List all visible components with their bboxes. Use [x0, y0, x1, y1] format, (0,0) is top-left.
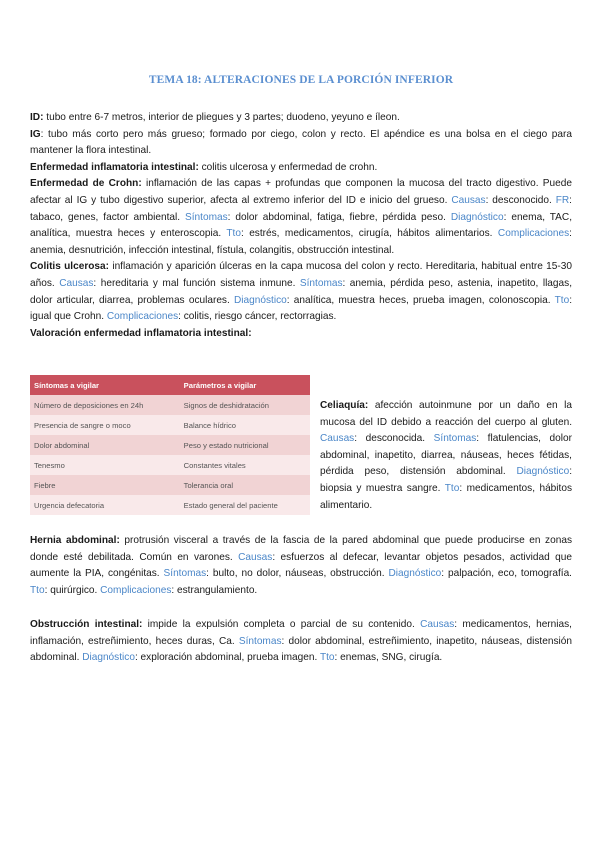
- label-tto: Tto: [444, 482, 460, 494]
- table-cell: Número de deposiciones en 24h: [30, 395, 180, 415]
- term-obstruccion: Obstrucción intestinal:: [30, 619, 143, 630]
- paragraph-celiaquia: Celiaquía: afección autoinmune por un daño en la mucosa del ID debido a reacción del cuerpo al gluten. Causas: desconocida. Síntomas: flatulencias, dolor abdominal, inapetito, diarrea, náuseas, heces fétidas, pérdida peso, distensión abdominal. Diagnóstico: biopsia y muestra sangre. Tto: medicamentos, hábitos alimentario.: [320, 400, 572, 511]
- label-causas: Causas: [238, 551, 273, 563]
- paragraph-obstruccion: Obstrucción intestinal: impide la expulsión completa o parcial de su contenido. Causas: medicamentos, hernias, inflamación, estreñimiento, heces duras, Ca. Síntomas: dolor abdominal, estreñimiento, inapetito, náuseas, distensión abdominal. Diagnóstico: exploración abdominal, prueba imagen. Tto: enemas, SNG, cirugía.: [30, 619, 572, 664]
- paragraph-eii: Enfermedad inflamatoria intestinal: colitis ulcerosa y enfermedad de crohn.: [30, 161, 378, 173]
- label-sintomas: Síntomas: [433, 433, 477, 445]
- label-fr: FR: [555, 194, 570, 206]
- table-row: [30, 415, 310, 435]
- term-eii: Enfermedad inflamatoria intestinal:: [30, 161, 199, 173]
- table-cell: Signos de deshidratación: [180, 395, 310, 415]
- paragraph-id: ID: tubo entre 6-7 metros, interior de pliegues y 3 partes; duodeno, yeyuno e íleon.: [30, 112, 400, 123]
- label-sintomas: Síntomas: [163, 568, 207, 580]
- hernia-block: [30, 533, 572, 599]
- table-cell: Fiebre: [30, 475, 180, 495]
- table-row: [30, 435, 310, 455]
- label-tto: Tto: [319, 652, 335, 664]
- term-celiaquia: Celiaquía:: [320, 400, 369, 411]
- symptoms-table: [30, 375, 310, 515]
- celiaquia-block: [320, 398, 572, 514]
- table-row: [30, 475, 310, 495]
- label-complicaciones: Complicaciones: [497, 228, 570, 240]
- label-sintomas: Síntomas: [185, 211, 228, 223]
- table-header-cell: Síntomas a vigilar: [30, 375, 180, 395]
- label-causas: Causas: [59, 277, 94, 289]
- label-causas: Causas: [420, 619, 455, 630]
- label-causas: Causas: [451, 194, 486, 206]
- label-diagnostico: Diagnóstico: [234, 294, 287, 306]
- label-complicaciones: Complicaciones: [100, 584, 172, 596]
- label-diagnostico: Diagnóstico: [516, 466, 570, 478]
- term-id: ID:: [30, 112, 44, 123]
- table-cell: Estado general del paciente: [180, 495, 310, 515]
- paragraph-hernia: Hernia abdominal: protrusión visceral a través de la fascia de la pared abdominal que puede producirse en zonas donde esté debilitada. Común en varones. Causas: esfuerzos al defecar, levantar objetos pesados, actividad que aumente la PIA, congénitas. Síntomas: bulto, no dolor, náuseas, obstrucción. Diagnóstico: palpación, eco, tomografía. Tto: quirúrgico. Complicaciones: estrangulamiento.: [30, 535, 572, 596]
- obstruccion-block: [30, 617, 572, 667]
- label-complicaciones: Complicaciones: [106, 311, 179, 323]
- table-row: [30, 495, 310, 515]
- label-diagnostico: Diagnóstico: [450, 211, 504, 223]
- table-cell: Peso y estado nutricional: [180, 435, 310, 455]
- label-tto: Tto: [226, 228, 241, 240]
- label-diagnostico: Diagnóstico: [82, 652, 135, 664]
- paragraph-crohn: Enfermedad de Crohn: inflamación de las capas + profundas que componen la mucosa del tracto digestivo. Puede afectar al IG y tubo digestivo superior, afecta al extremo inferior del ID e inicio del grueso. Causas: desconocido. FR: tabaco, genes, factor ambiental. Síntomas: dolor abdominal, fatiga, fiebre, pérdida peso. Diagnóstico: enema, TAC, analítica, muestra heces y enteroscopia. Tto: estrés, medicamentos, cirugía, hábitos alimentarios. Complicaciones: anemia, desnutrición, infección intestinal, fístula, colangitis, obstrucción intestinal.: [30, 178, 572, 256]
- label-sintomas: Síntomas: [238, 635, 282, 647]
- heading-valoracion: Valoración enfermedad inflamatoria intestinal:: [30, 327, 252, 339]
- table-cell: Tolerancia oral: [180, 475, 310, 495]
- label-diagnostico: Diagnóstico: [388, 568, 442, 580]
- table-row: [30, 455, 310, 475]
- label-causas: Causas: [320, 433, 355, 445]
- label-tto: Tto: [30, 584, 45, 596]
- paragraph-ig: IG: tubo más corto pero más grueso; formado por ciego, colon y recto. El apéndice es una bolsa en el ciego para mantener la flora intestinal.: [30, 128, 572, 157]
- table-cell: Presencia de sangre o moco: [30, 415, 180, 435]
- page-title: TEMA 18: ALTERACIONES DE LA PORCIÓN INFERIOR: [148, 74, 454, 86]
- table-cell: Constantes vitales: [180, 455, 310, 475]
- table-cell: Dolor abdominal: [30, 435, 180, 455]
- table-header-row: [30, 375, 310, 395]
- label-tto: Tto: [554, 294, 570, 306]
- paragraph-valoracion: [30, 326, 572, 343]
- label-sintomas: Síntomas: [299, 277, 343, 289]
- table-header-cell: Parámetros a vigilar: [180, 375, 310, 395]
- term-colitis: Colitis ulcerosa:: [30, 261, 110, 273]
- term-crohn: Enfermedad de Crohn:: [30, 178, 142, 190]
- table-row: [30, 395, 310, 415]
- table-cell: Balance hídrico: [180, 415, 310, 435]
- term-ig: IG: [30, 128, 41, 140]
- paragraph-colitis: Colitis ulcerosa: inflamación y aparición úlceras en la capa mucosa del colon y recto. Hereditaria, habitual entre 15-30 años. Causas: hereditaria y mal función sistema inmune. Síntomas: anemia, pérdida peso, astenia, inapetito, llagas, dolor articular, diarrea, problemas oculares. Diagnóstico: analítica, muestra heces, prueba imagen, colonoscopia. Tto: igual que Crohn. Complicaciones: colitis, riesgo cáncer, rectorragias.: [30, 261, 573, 323]
- table-cell: Tenesmo: [30, 455, 180, 475]
- intro-block: [30, 110, 572, 342]
- table-cell: Urgencia defecatoria: [30, 495, 180, 515]
- term-hernia: Hernia abdominal:: [30, 535, 120, 546]
